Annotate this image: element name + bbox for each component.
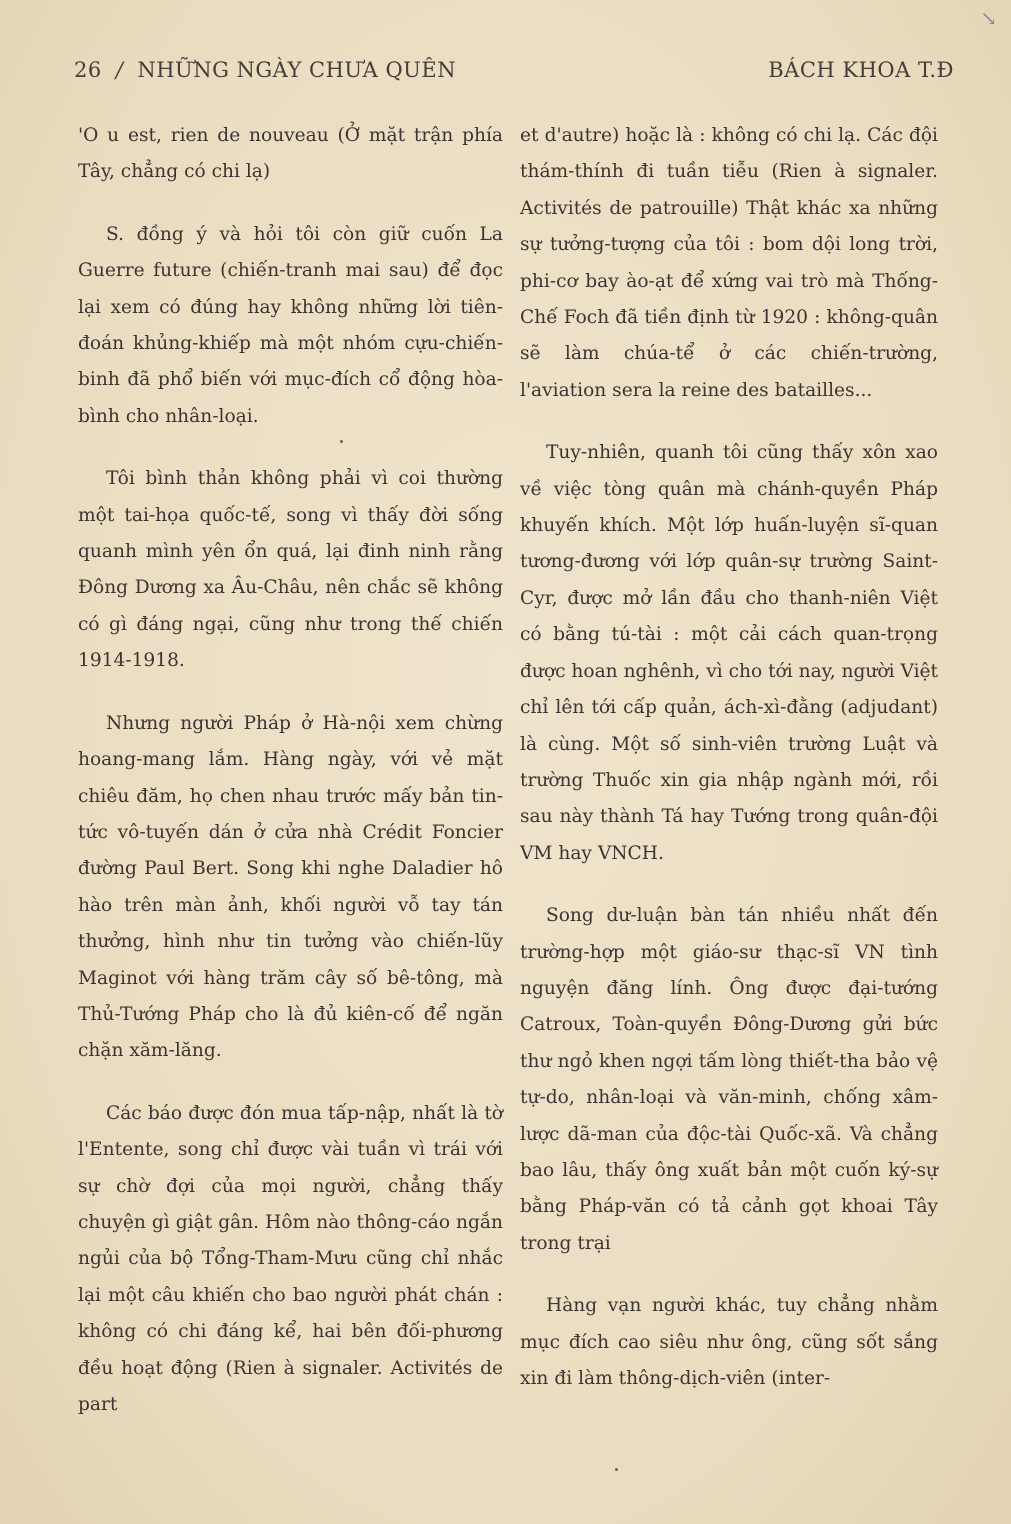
- header-separator: /: [115, 58, 124, 82]
- paragraph: 'O u est, rien de nouveau (Ở mặt trận phía Tây, chẳng có chi lạ): [78, 125, 503, 183]
- header-left: [74, 58, 456, 82]
- speck-mark: [340, 440, 343, 443]
- paragraph: Tôi bình thản không phải vì coi thường một tai-họa quốc-tế, song vì thấy đời sống quanh mình yên ổn quá, lại đinh ninh rằng Đông Dương xa Âu-Châu, nên chắc sẽ không có gì đáng ngại, cũng như trong thế chiến 1914-1918.: [78, 468, 503, 672]
- corner-mark-icon: ↘: [980, 6, 997, 30]
- paragraph: Các báo được đón mua tấp-nập, nhất là tờ l'Entente, song chỉ được vài tuần vì trái với sự chờ đợi của mọi người, chẳng thấy chuyện gì giật gân. Hôm nào thông-cáo ngắn ngủi của bộ Tổng-Tham-Mưu cũng chỉ nhắc lại một câu khiến cho bao người phát chán : không có chi đáng kể, hai bên đối-phương đều hoạt động (Rien à signaler. Activités de part: [78, 1102, 503, 1415]
- chapter-title: NHỮNG NGÀY CHƯA QUÊN: [137, 58, 457, 82]
- paragraph: Tuy-nhiên, quanh tôi cũng thấy xôn xao về việc tòng quân mà chánh-quyền Pháp khuyến khích. Một lớp huấn-luyện sĩ-quan tương-đương với lớp quân-sự trường Saint-Cyr, được mở lần đầu cho thanh-niên Việt có bằng tú-tài : một cải cách quan-trọng được hoan nghênh, vì cho tới nay, người Việt chỉ lên tới cấp quản, ách-xì-đằng (adjudant) là cùng. Một số sinh-viên trường Luật và trường Thuốc xin gia nhập ngành mới, rồi sau này thành Tá hay Tướng trong quân-đội VM hay VNCH.: [520, 442, 938, 864]
- paragraph: Song dư-luận bàn tán nhiều nhất đến trường-hợp một giáo-sư thạc-sĩ VN tình nguyện đăng lính. Ông được đại-tướng Catroux, Toàn-quyền Đông-Dương gửi bức thư ngỏ khen ngợi tấm lòng thiết-tha bảo vệ tự-do, nhân-loại và văn-minh, chống xâm-lược dã-man của độc-tài Quốc-xã. Và chẳng bao lâu, thấy ông xuất bản một cuốn ký-sự bằng Pháp-văn có tả cảnh gọt khoai Tây trong trại: [520, 905, 938, 1254]
- paragraph: et d'autre) hoặc là : không có chi lạ. Các đội thám-thính đi tuần tiễu (Rien à signaler. Activités de patrouille) Thật khác xa những sự tưởng-tượng của tôi : bom dội long trời, phi-cơ bay ào-ạt để xứng vai trò mà Thống-Chế Foch đã tiền định từ 1920 : không-quân sẽ làm chúa-tể ở các chiến-trường, l'aviation sera la reine des batailles...: [520, 125, 938, 401]
- page-number: 26: [74, 58, 102, 82]
- running-header: [74, 58, 954, 90]
- publication-name: BÁCH KHOA T.Đ: [768, 58, 954, 82]
- right-column: [520, 118, 938, 1397]
- paragraph: S. đồng ý và hỏi tôi còn giữ cuốn La Guerre future (chiến-tranh mai sau) để đọc lại xem có đúng hay không những lời tiên-đoán khủng-khiếp mà một nhóm cựu-chiến-binh đã phổ biến với mục-đích cổ động hòa-bình cho nhân-loại.: [78, 223, 503, 427]
- paragraph: Nhưng người Pháp ở Hà-nội xem chừng hoang-mang lắm. Hàng ngày, với vẻ mặt chiêu đăm, họ chen nhau trước mấy bản tin-tức vô-tuyến dán ở cửa nhà Crédit Foncier đường Paul Bert. Song khi nghe Daladier hô hào trên màn ảnh, khối người vỗ tay tán thưởng, hình như tin tưởng vào chiến-lũy Maginot với hàng trăm cây số bê-tông, mà Thủ-Tướng Pháp cho là đủ kiên-cố để ngăn chặn xăm-lăng.: [78, 712, 503, 1062]
- speck-mark: [615, 1468, 618, 1471]
- left-column: [78, 118, 503, 1423]
- paragraph: Hàng vạn người khác, tuy chẳng nhằm mục đích cao siêu như ông, cũng sốt sắng xin đi làm thông-dịch-viên (inter-: [520, 1295, 938, 1389]
